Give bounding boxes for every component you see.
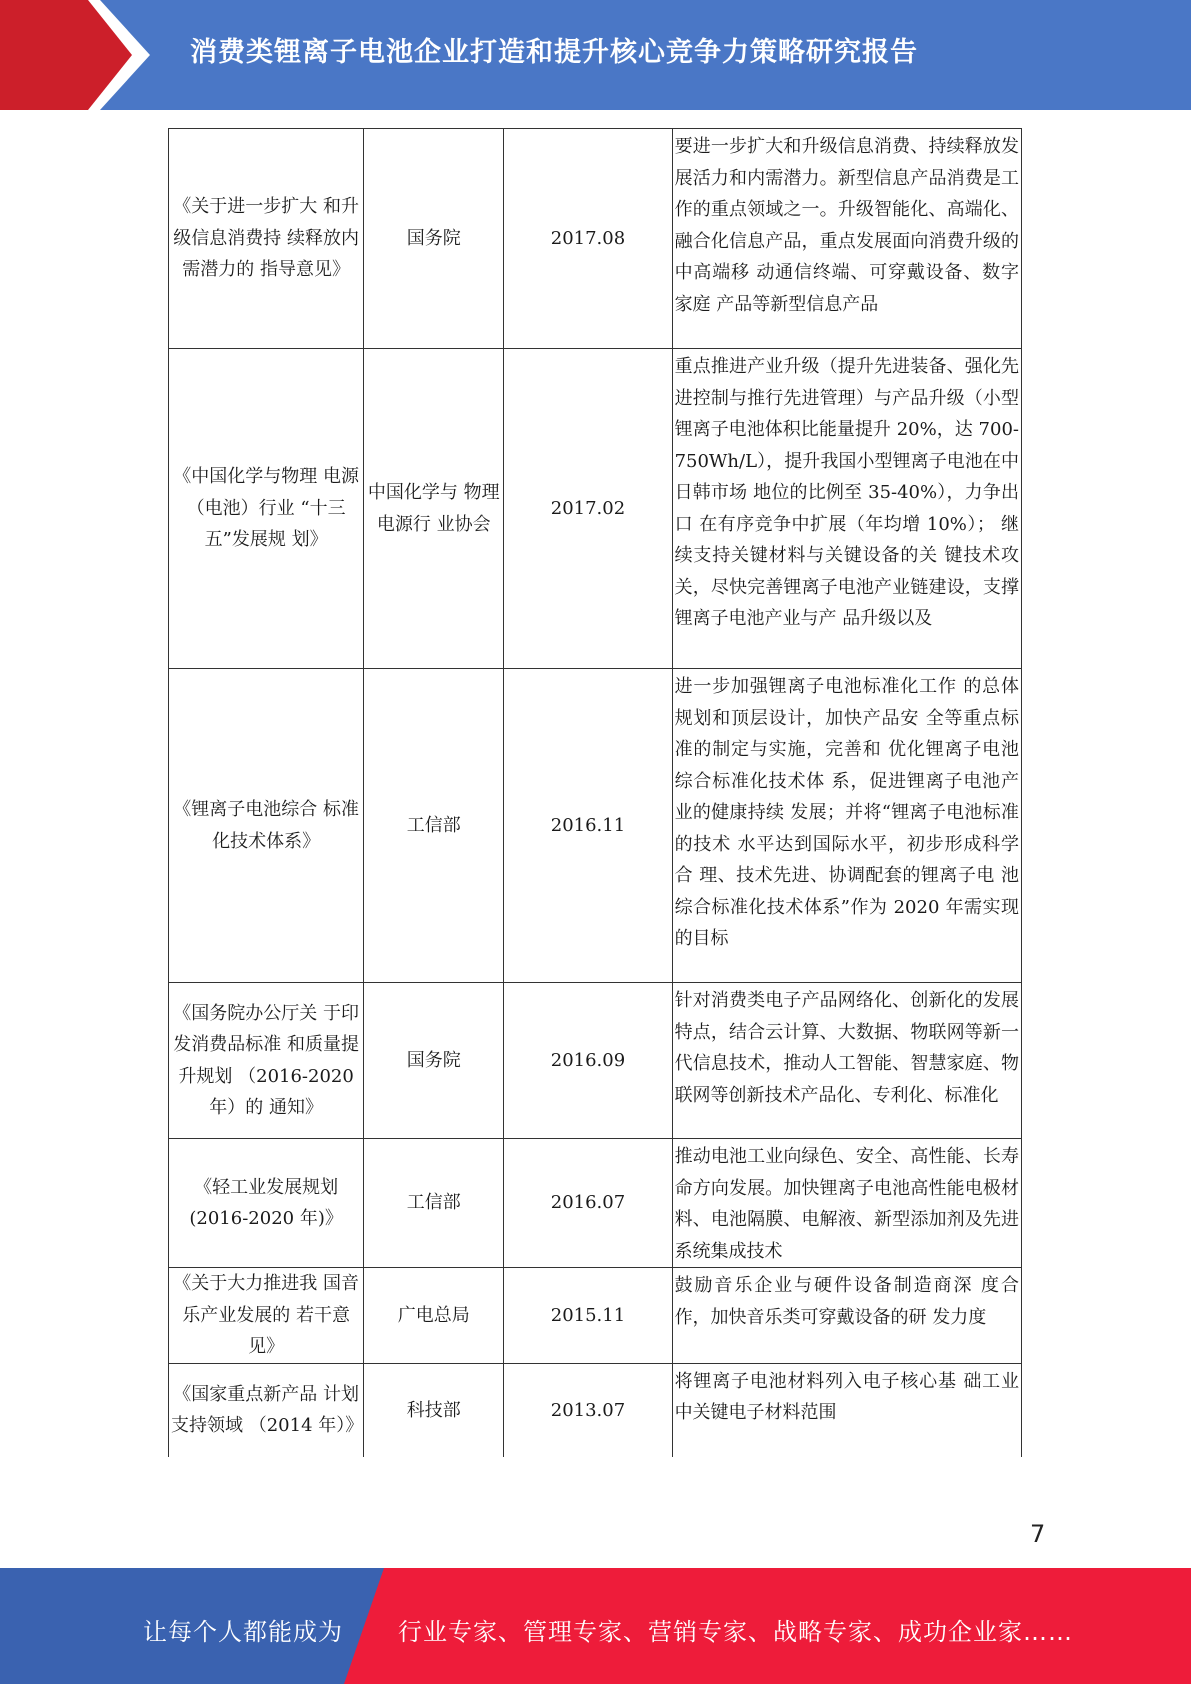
policy-table (168, 128, 1022, 1457)
policy-date: 2013.07 (504, 1363, 672, 1457)
footer-banner (0, 1568, 1191, 1684)
policy-name: 《关于大力推进我 国音乐产业发展的 若干意见》 (169, 1268, 364, 1364)
table-row (169, 1139, 1022, 1268)
table-row (169, 1363, 1022, 1457)
policy-description: 鼓励音乐企业与硬件设备制造商深 度合作，加快音乐类可穿戴设备的研 发力度 (672, 1268, 1021, 1364)
table-row (169, 349, 1022, 669)
policy-issuer: 科技部 (364, 1363, 504, 1457)
policy-description: 要进一步扩大和升级信息消费、持续释放发展活力和内需潜力。新型信息产品消费是工作的重点领域之一。升级智能化、高端化、融合化信息产品，重点发展面向消费升级的中高端移 动通信终端、可穿戴设备、数字家庭 产品等新型信息产品 (672, 129, 1021, 349)
policy-name: 《锂离子电池综合 标准化技术体系》 (169, 669, 364, 983)
policy-name: 《轻工业发展规划 (2016-2020 年)》 (169, 1139, 364, 1268)
policy-name: 《中国化学与物理 电源（电池）行业 “十三五”发展规 划》 (169, 349, 364, 669)
policy-date: 2016.09 (504, 983, 672, 1139)
policy-issuer: 工信部 (364, 1139, 504, 1268)
footer-slogan-right: 行业专家、管理专家、营销专家、战略专家、成功企业家…… (398, 1618, 1073, 1646)
policy-name: 《国务院办公厅关 于印发消费品标准 和质量提升规划 （2016-2020 年）的 通知》 (169, 983, 364, 1139)
policy-date: 2017.08 (504, 129, 672, 349)
policy-issuer: 国务院 (364, 983, 504, 1139)
policy-description: 将锂离子电池材料列入电子核心基 础工业中关键电子材料范围 (672, 1363, 1021, 1457)
table-row (169, 983, 1022, 1139)
table-row (169, 669, 1022, 983)
table-row (169, 129, 1022, 349)
policy-description: 进一步加强锂离子电池标准化工作 的总体规划和顶层设计，加快产品安 全等重点标准的制定与实施，完善和 优化锂离子电池综合标准化技术体 系，促进锂离子电池产业的健康持续 发展；并将“锂离子电池标准的技术 水平达到国际水平，初步形成科学合 理、技术先进、协调配套的锂离子电 池综合标准化技术体系”作为 2020 年需实现的目标 (672, 669, 1021, 983)
report-header (0, 0, 1191, 110)
policy-name: 《国家重点新产品 计划支持领域 （2014 年）》 (169, 1363, 364, 1457)
report-title: 消费类锂离子电池企业打造和提升核心竞争力策略研究报告 (190, 37, 918, 68)
chevron-arrow-icon (0, 0, 160, 110)
table-row (169, 1268, 1022, 1364)
policy-description: 针对消费类电子产品网络化、创新化的发展特点，结合云计算、大数据、物联网等新一代信息技术，推动人工智能、智慧家庭、物联网等创新技术产品化、专利化、标准化 (672, 983, 1021, 1139)
policy-issuer: 国务院 (364, 129, 504, 349)
policy-issuer: 广电总局 (364, 1268, 504, 1364)
policy-date: 2016.11 (504, 669, 672, 983)
policy-description: 推动电池工业向绿色、安全、高性能、长寿命方向发展。加快锂离子电池高性能电极材料、电池隔膜、电解液、新型添加剂及先进系统集成技术 (672, 1139, 1021, 1268)
policy-date: 2015.11 (504, 1268, 672, 1364)
policy-date: 2017.02 (504, 349, 672, 669)
footer-slogan-left: 让每个人都能成为 (143, 1618, 343, 1646)
policy-issuer: 中国化学与 物理电源行 业协会 (364, 349, 504, 669)
page-number: 7 (1030, 1520, 1046, 1548)
policy-description: 重点推进产业升级（提升先进装备、强化先进控制与推行先进管理）与产品升级（小型锂离子电池体积比能量提升 20%，达 700-750Wh/L），提升我国小型锂离子电池在中日韩市场 地位的比例至 35-40%），力争出口 在有序竞争中扩展（年均增 10%）； 继续支持关键材料与关键设备的关 键技术攻关，尽快完善锂离子电池产业链建设，支撑锂离子电池产业与产 品升级以及 (672, 349, 1021, 669)
policy-issuer: 工信部 (364, 669, 504, 983)
policy-date: 2016.07 (504, 1139, 672, 1268)
policy-name: 《关于进一步扩大 和升级信息消费持 续释放内需潜力的 指导意见》 (169, 129, 364, 349)
